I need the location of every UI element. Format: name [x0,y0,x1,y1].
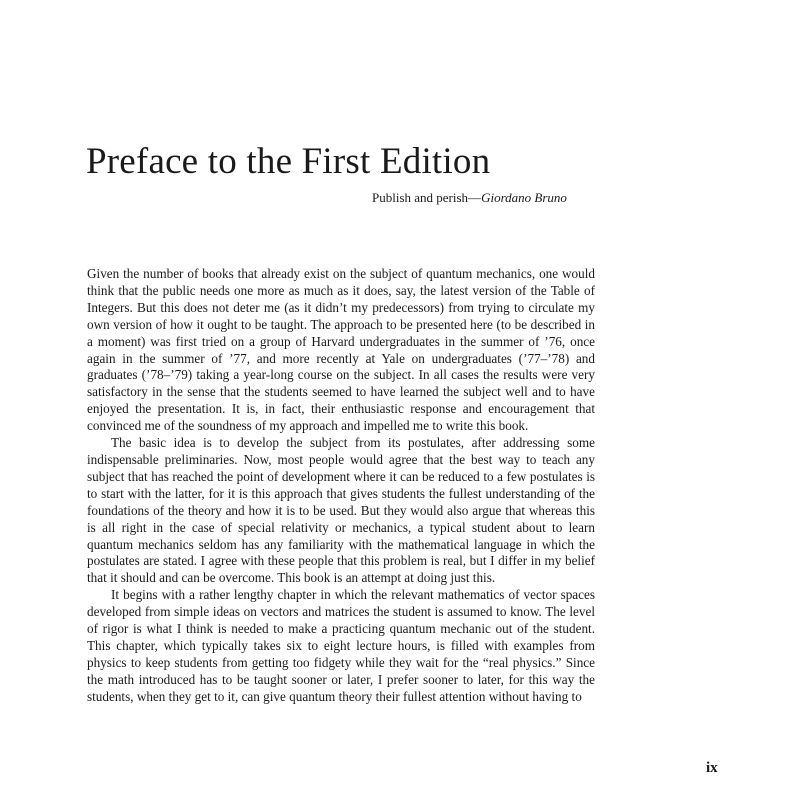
epigraph-text: Publish and perish— [372,190,482,205]
epigraph [372,190,567,206]
page-number: ix [706,760,718,776]
chapter-title: Preface to the First Edition [86,141,491,182]
preface-body [87,266,595,706]
paragraph-2: The basic idea is to develop the subject from its postulates, after addressing some indispensable preliminaries. Now, most people would agree that the best way to teach any subject that has reached the point of development where it can be reduced to a few postulates is to start with the latter, for it is this approach that gives students the fullest understanding of the foundations of the theory and how it is to be used. But they would also argue that whereas this is all right in the case of special relativity or mechanics, a typical student about to learn quantum mechanics seldom has any familiarity with the mathematical language in which the postulates are stated. I agree with these people that this problem is real, but I differ in my belief that it should and can be overcome. This book is an attempt at doing just this. [87,435,595,586]
paragraph-1: Given the number of books that already exist on the subject of quantum mechanics, one would think that the public needs one more as much as it does, say, the latest version of the Table of Integers. But this does not deter me (as it didn’t my predecessors) from trying to circulate my own version of how it ought to be taught. The approach to be presented here (to be described in a moment) was first tried on a group of Harvard undergraduates in the summer of ’76, once again in the summer of ’77, and more recently at Yale on undergraduates (’77–’78) and graduates (’78–’79) taking a year-long course on the subject. In all cases the results were very satisfactory in the sense that the students seemed to have learned the subject well and to have enjoyed the presentation. It is, in fact, their enthusiastic response and encouragement that convinced me of the soundness of my approach and impelled me to write this book. [87,266,595,434]
paragraph-3: It begins with a rather lengthy chapter in which the relevant mathematics of vector spaces developed from simple ideas on vectors and matrices the student is assumed to know. The level of rigor is what I think is needed to make a practicing quantum mechanic out of the student. This chapter, which typically takes six to eight lecture hours, is filled with examples from physics to keep students from getting too fidgety while they wait for the “real physics.” Since the math introduced has to be taught sooner or later, I prefer sooner to later, for this way the students, when they get to it, can give quantum theory their fullest attention without having to [87,587,595,704]
epigraph-author: Giordano Bruno [481,190,567,205]
